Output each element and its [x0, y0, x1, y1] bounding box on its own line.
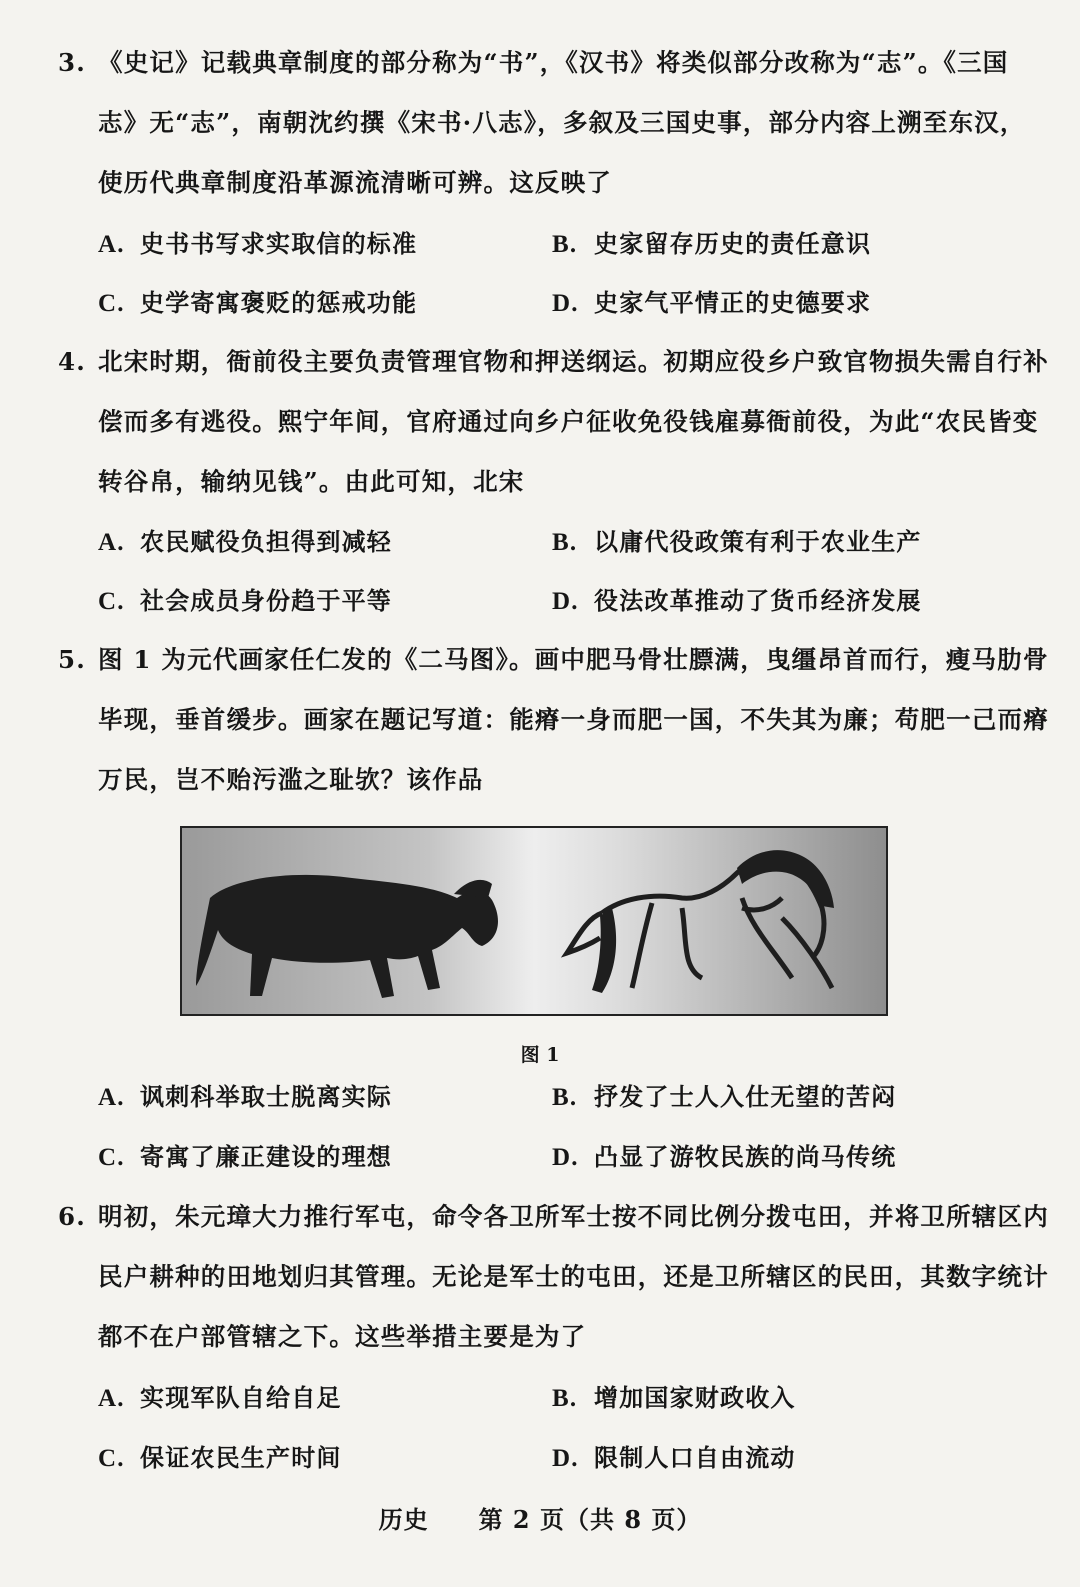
option-text: 凸显了游牧民族的尚马传统	[594, 1142, 897, 1171]
option-b	[552, 1077, 896, 1112]
option-text: 保证农民生产时间	[140, 1443, 342, 1472]
option-b	[552, 1378, 796, 1413]
question-text-line: 万民，岂不贻污滥之耻欤？该作品	[98, 765, 484, 794]
option-a	[98, 1077, 392, 1112]
option-letter: B.	[552, 1084, 578, 1111]
option-text: 抒发了士人入仕无望的苦闷	[594, 1082, 897, 1111]
question-text-line: 图 1 为元代画家任仁发的《二马图》。画中肥马骨壮膘满，曳缰昂首而行，瘦马肋骨	[98, 645, 1049, 674]
option-b	[552, 522, 922, 557]
option-a	[98, 224, 417, 259]
footer-page-number: 第 2 页（共 8 页）	[478, 1505, 702, 1534]
footer-subject: 历史	[378, 1505, 429, 1534]
option-c	[98, 1438, 342, 1473]
question-text-line: 明初，朱元璋大力推行军屯，命令各卫所军士按不同比例分拨屯田，并将卫所辖区内	[98, 1202, 1049, 1231]
option-text: 增加国家财政收入	[594, 1383, 796, 1412]
option-letter: D.	[552, 1445, 579, 1472]
option-letter: A.	[98, 529, 125, 556]
option-text: 史家留存历史的责任意识	[594, 229, 872, 258]
figure-caption: 图 1	[520, 1044, 560, 1066]
option-text: 讽刺科举取士脱离实际	[140, 1082, 392, 1111]
option-letter: A.	[98, 231, 125, 258]
question-text-line: 都不在户部管辖之下。这些举措主要是为了	[98, 1322, 587, 1351]
question-text-line: 北宋时期，衙前役主要负责管理官物和押送纲运。初期应役乡户致官物损失需自行补	[98, 347, 1049, 376]
option-d	[552, 283, 871, 318]
option-letter: A.	[98, 1385, 125, 1412]
question-text-line: 毕现，垂首缓步。画家在题记写道：能瘠一身而肥一国，不失其为廉；苟肥一己而瘠	[98, 705, 1049, 734]
option-text: 限制人口自由流动	[594, 1443, 796, 1472]
option-text: 寄寓了廉正建设的理想	[140, 1142, 392, 1171]
option-letter: A.	[98, 1084, 125, 1111]
option-letter: C.	[98, 1445, 125, 1472]
question-text-line: 偿而多有逃役。熙宁年间，官府通过向乡户征收免役钱雇募衙前役，为此“农民皆变	[98, 407, 1039, 436]
option-letter: D.	[552, 588, 579, 615]
option-letter: B.	[552, 1385, 578, 1412]
option-c	[98, 1137, 392, 1172]
option-letter: D.	[552, 1144, 579, 1171]
option-letter: C.	[98, 1144, 125, 1171]
question-text-line: 民户耕种的田地划归其管理。无论是军士的屯田，还是卫所辖区的民田，其数字统计	[98, 1262, 1049, 1291]
option-a	[98, 522, 392, 557]
option-text: 以庸代役政策有利于农业生产	[594, 527, 922, 556]
painting-image	[182, 828, 886, 1014]
option-letter: D.	[552, 290, 579, 317]
option-text: 社会成员身份趋于平等	[140, 586, 392, 615]
option-text: 农民赋役负担得到减轻	[140, 527, 392, 556]
option-text: 史书书写求实取信的标准	[140, 229, 418, 258]
option-a	[98, 1378, 342, 1413]
option-d	[552, 1137, 896, 1172]
question-text-line: 使历代典章制度沿革源流清晰可辨。这反映了	[98, 168, 612, 197]
option-text: 史学寄寓褒贬的惩戒功能	[140, 288, 418, 317]
question-text-line: 《史记》记载典章制度的部分称为“书”，《汉书》将类似部分改称为“志”。《三国	[98, 48, 1009, 77]
question-number: 6.	[58, 1202, 86, 1231]
option-c	[98, 283, 417, 318]
option-letter: C.	[98, 290, 125, 317]
question-text-line: 转谷帛，输纳见钱”。由此可知，北宋	[98, 467, 525, 496]
option-letter: B.	[552, 529, 578, 556]
page-footer	[0, 1500, 1080, 1535]
question-text-line: 志》无“志”，南朝沈约撰《宋书·八志》，多叙及三国史事，部分内容上溯至东汉，	[98, 108, 1026, 137]
option-b	[552, 224, 871, 259]
option-text: 实现军队自给自足	[140, 1383, 342, 1412]
option-c	[98, 581, 392, 616]
option-text: 史家气平情正的史德要求	[594, 288, 872, 317]
option-letter: C.	[98, 588, 125, 615]
option-letter: B.	[552, 231, 578, 258]
option-d	[552, 581, 922, 616]
option-d	[552, 1438, 796, 1473]
question-number: 5.	[58, 645, 86, 674]
option-text: 役法改革推动了货币经济发展	[594, 586, 922, 615]
two-horses-painting	[180, 826, 888, 1016]
question-number: 3.	[58, 48, 86, 77]
question-number: 4.	[58, 347, 86, 376]
